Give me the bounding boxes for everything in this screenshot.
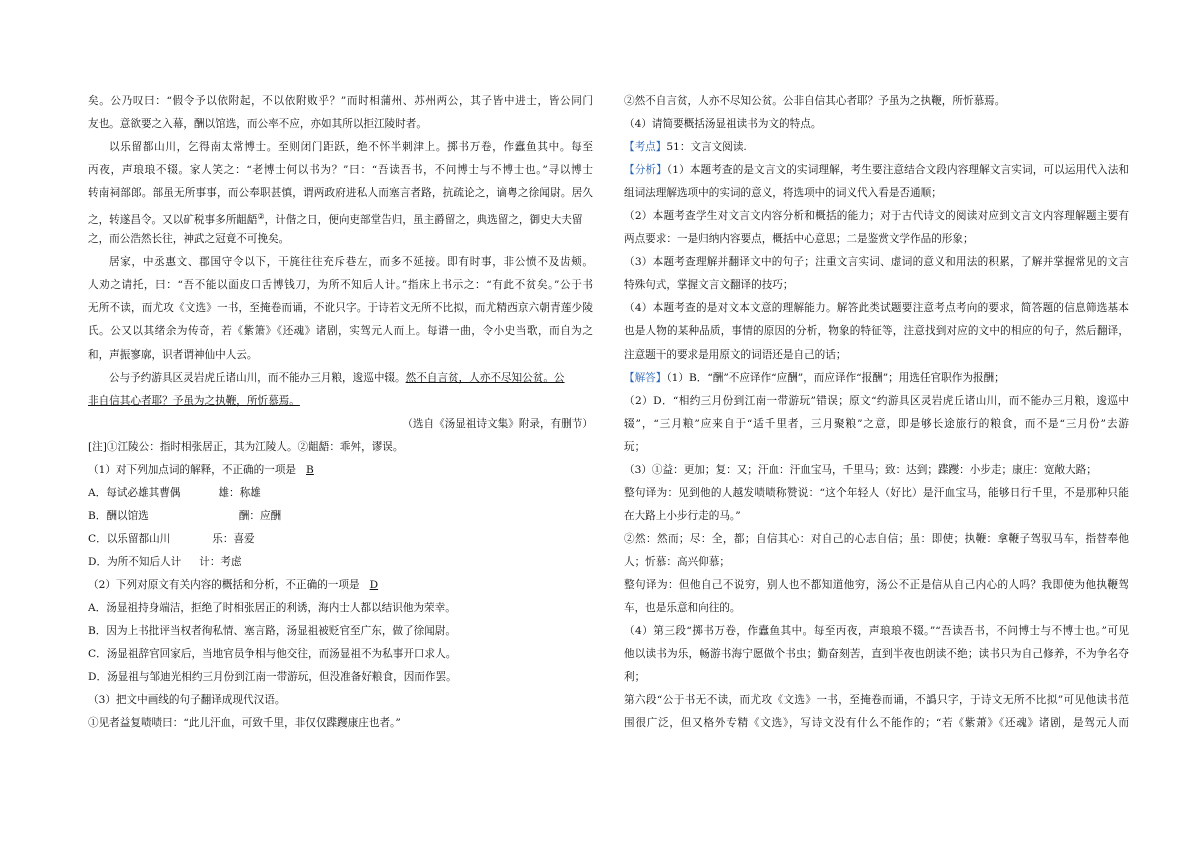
option: A．汤显祖持身端洁，拒绝了时相张居正的利诱，海内士人都以结识他为荣幸。 xyxy=(88,602,456,615)
note-marker: ② xyxy=(257,212,265,222)
answer-line: 围很广泛，但又格外专精《文选》，写诗文没有什么不能作的；“若《紫萧》《还魂》诸剧，是驾元人而 xyxy=(624,717,1129,730)
analysis-line: （4）本题考查的是对文本文意的理解能力。解答此类试题要注意考点考向的要求，简答题的信息筛选基本 xyxy=(624,302,1129,315)
passage-line xyxy=(88,390,593,413)
option-gloss: 乐：喜爱 xyxy=(212,532,255,545)
answer-line: 人；忻慕：高兴仰慕； xyxy=(624,555,730,568)
option-gloss: 计：考虑 xyxy=(199,555,242,568)
answer-line: 整句译为：见到他的人越发啧啧称赞说：“这个年轻人（好比）是汗血宝马，能够日行千里，不是那种只能 xyxy=(624,486,1129,499)
question-1-stem xyxy=(88,459,593,482)
option-text: A．每试必雄其曹偶 xyxy=(88,486,181,499)
answer-line: （3）①益：更加；复：又；汗血：汗血宝马，千里马；致：达到；蹀躞：小步走；康庄：宽敞大路； xyxy=(624,463,1097,476)
jieda-tag: 【解答】 xyxy=(624,371,667,384)
passage-line: 以乐留都山川，乞得南太常博士。至则闭门距跃，绝不怀半刺津上。掷书万卷，作蠹鱼其中。每至 xyxy=(109,141,593,154)
analysis-line: 两点要求：一是归纳内容要点，概括中心意思；二是鉴赏文学作品的形象； xyxy=(624,233,974,246)
answer-line: 第六段“公于书无不读，而尤攻《文选》一书，至掩卷而诵，不譌只字，于诗文无所不比拟”可见他读书范 xyxy=(624,694,1129,707)
passage-text: ，计偕之日，便向吏部堂告归，虽主爵留之，典选留之，御史大夫留 xyxy=(264,214,583,227)
passage-line: 居家，中丞惠文、郡国守令以下，干旄往往充斥巷左，而多不延接。即有时事，非公愤不及齿颊。 xyxy=(109,256,593,269)
passage-line: 丙夜，声琅琅不辍。家人笑之：“老博士何以书为？”曰：“吾读吾书，不问博士与不博士也。”寻以博士 xyxy=(88,164,593,177)
option-text: C．以乐留都山川 xyxy=(88,532,171,545)
option: D．汤显祖与邹迪光相约三月份到江南一带游玩，但没准备好粮食，因而作罢。 xyxy=(88,671,457,684)
question-3-stem: （3）把文中画线的句子翻译成现代汉语。 xyxy=(88,694,286,707)
answer-line: 车，也是乐意和向往的。 xyxy=(624,602,741,615)
option-gloss: 雄：称雄 xyxy=(218,486,261,499)
passage-line xyxy=(88,367,593,390)
passage-line: 矣。公乃叹曰：“假令予以依附起，不以依附败乎？”而时相蒲州、苏州两公，其子皆中进士，皆公同门 xyxy=(88,95,593,107)
option: B．因为上书批评当权者徇私情、塞言路，汤显祖被贬官至广东，做了徐闻尉。 xyxy=(88,625,456,638)
option-text: D．为所不知后人计 xyxy=(88,555,182,568)
passage-line: 人劝之请托，曰：“吾不能以面皮口舌博钱刀，为所不知后人计。”指床上书示之：“有此不贫矣。”公于书 xyxy=(88,279,593,292)
left-column xyxy=(88,90,593,735)
option: C．汤显祖辞官回家后，当地官员争相与他交往，而汤显祖不为私事开口求人。 xyxy=(88,648,457,661)
source-citation: （选自《汤显祖诗文集》附录，有删节） xyxy=(402,417,593,430)
question-3-item: ①见者益复啧啧曰：“此儿汗血，可致千里，非仅仅蹀躞康庄也者。” xyxy=(88,717,401,730)
answer-line: 他以读书为乐，畅游书海宁愿做个书虫；勤奋刻苦，直到半夜也朗读不绝；读书只为自己修养，不为争名夺 xyxy=(624,648,1129,661)
analysis-line: 特殊句式，掌握文言文翻译的技巧； xyxy=(624,279,794,292)
option-gloss: 酬：应酬 xyxy=(238,509,282,522)
analysis-text: （1）本题考查的是文言文的实词理解，考生要注意结合文段内容理解文言实词，可以运用代入法和 xyxy=(666,164,1129,177)
option xyxy=(88,482,593,505)
answer-line: 在大路上小步行走的马。” xyxy=(624,509,741,522)
fenxi-tag: 【分析】 xyxy=(624,164,667,177)
underlined-sentence: 然不自言贫，人亦不尽知公贫。公 xyxy=(405,371,565,384)
analysis-line: （3）本题考查理解并翻译文中的句子；注重文言实词、虚词的意义和用法的积累，了解并掌握常见的文言 xyxy=(624,256,1129,269)
answer-text: （1）B．“酬”不应译作“应酬”，而应译作“报酬”；用选任官职作为报酬； xyxy=(666,371,1005,384)
option xyxy=(88,551,593,574)
passage-line xyxy=(88,205,593,228)
question-text: （2）下列对原文有关内容的概括和分析，不正确的一项是 xyxy=(88,578,360,591)
answer-line: ②然：然而；尽：全，都；自信其心：对自己的心志自信；虽：即使；执鞭：拿鞭子驾驭马车，指替奉他 xyxy=(624,532,1129,545)
kaodian-line xyxy=(624,136,1129,159)
answer-line: 玩； xyxy=(624,440,646,453)
analysis-line: 也是人物的某种品质，事情的原因的分析，物象的特征等，注意找到对应的文中的相应的句子，然后翻译， xyxy=(624,325,1129,338)
passage-line: 和，声振寥廓，识者谓神仙中人云。 xyxy=(88,348,258,361)
answer-line: （2）D．“相约三月份到江南一带游玩”错误；原文“约游具区灵岩虎丘诸山川，而不能办三月粮，逡巡中 xyxy=(624,394,1129,407)
passage-line: 氏。公又以其绪余为传奇，若《紫箫》《还魂》诸剧，实驾元人而上。每谱一曲，令小史当歌，而自为之 xyxy=(88,325,593,338)
analysis-line: （2）本题考查学生对文言文内容分析和概括的能力；对于古代诗文的阅读对应到文言文内容理解题主要有 xyxy=(624,210,1129,223)
question-4-stem: （4）请简要概括汤显祖读书为文的特点。 xyxy=(624,118,822,131)
passage-text: 公与予约游具区灵岩虎丘诸山川，而不能办三月粮，逡巡中辍。 xyxy=(109,371,406,384)
fenxi-line xyxy=(624,159,1129,182)
answer-line: （4）第三段“掷书万卷，作蠹鱼其中。每至丙夜，声琅琅不辍。”“吾读吾书，不问博士与不博士也。”可见 xyxy=(624,625,1129,638)
analysis-line: 组词法理解选项中的实词的意义，将选项中的词义代入看是否通顺； xyxy=(624,187,942,200)
passage-line: 友也。意欲要之入幕，酬以馆选，而公率不应，亦如其所以拒江陵时者。 xyxy=(88,118,427,131)
jieda-line xyxy=(624,367,1129,390)
analysis-line: 注意题干的要求是用原文的词语还是自己的话； xyxy=(624,348,847,361)
option-text: B．酬以馆选 xyxy=(88,509,149,522)
kaodian-tag: 【考点】 xyxy=(624,141,667,154)
underlined-sentence: 非自信其心者耶？予虽为之执鞭，所忻慕焉。 xyxy=(88,394,300,407)
question-text: （1）对下列加点词的解释，不正确的一项是 xyxy=(88,463,297,476)
passage-line: 无所不读，而尤攻《文选》一书，至掩卷而诵，不讹只字。于诗若文无所不比拟，而尤精西京六朝青莲少陵 xyxy=(88,302,593,315)
passage-line: 之，而公浩然长往，神武之冠竟不可挽矣。 xyxy=(88,233,290,246)
answer-line: 辍”，“三月粮”应来自于“适千里者，三月聚粮”之意，即是够长途旅行的粮食，而不是“三月份”去游 xyxy=(624,417,1129,430)
question-3-item: ②然不自言贫，人亦不尽知公贫。公非自信其心者耶？予虽为之执鞭，所忻慕焉。 xyxy=(624,95,1006,107)
option xyxy=(88,528,593,551)
answer-line: 整句译为：但他自己不说穷，别人也不都知道他穷，汤公不正是信从自己内心的人吗？我即使为他执鞭驾 xyxy=(624,578,1129,591)
passage-line: 转南祠部郎。部虽无所事事，而公奉职甚慎，谓两政府进私人而塞言者路，抗疏论之，谪粤之徐闻尉。居久 xyxy=(88,187,593,200)
footnote: [注]①江陵公：指时相张居正，其为江陵人。②龃龉：乖舛，谬误。 xyxy=(88,440,404,453)
kaodian-text: 51：文言文阅读. xyxy=(666,141,747,154)
right-column xyxy=(624,90,1129,735)
passage-text: 之，转遂昌令。又以矿税事多所龃龉 xyxy=(88,214,258,227)
question-2-stem xyxy=(88,574,593,597)
answer-line: 利； xyxy=(624,671,646,684)
answer-blank: D xyxy=(369,578,379,591)
answer-blank: B xyxy=(306,463,314,476)
option xyxy=(88,505,593,528)
